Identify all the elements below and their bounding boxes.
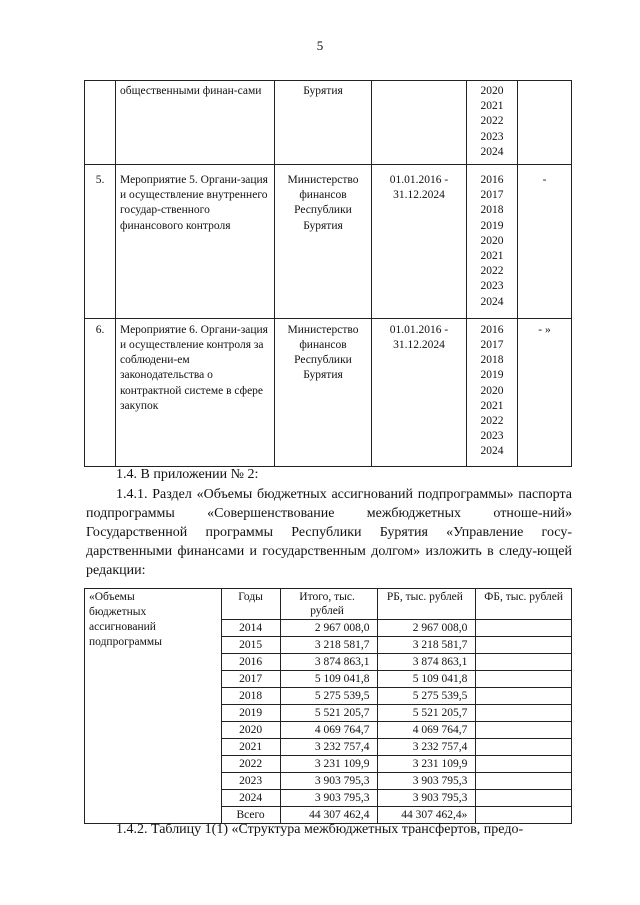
activity-name: Мероприятие 6. Органи-зация и осуществление контроля за соблюдени-ем законодательства о контрактной системе в сфере закупок xyxy=(116,318,275,466)
total-cell: 3 903 795,3 xyxy=(280,790,378,807)
year-cell: Всего xyxy=(221,807,280,824)
activity-number: 6. xyxy=(85,318,116,466)
year-cell: 2016 xyxy=(221,654,280,671)
year-value: 2020 xyxy=(480,384,504,397)
rb-cell: 2 967 008,0 xyxy=(378,620,476,637)
activity-term: 01.01.2016 - 31.12.2024 xyxy=(372,165,467,319)
year-cell: 2018 xyxy=(221,688,280,705)
rb-cell: 5 109 041,8 xyxy=(378,671,476,688)
rb-cell: 4 069 764,7 xyxy=(378,722,476,739)
year-value: 2018 xyxy=(480,354,504,367)
fb-cell xyxy=(476,705,572,722)
activity-row xyxy=(85,165,572,319)
fb-cell xyxy=(476,790,572,807)
total-cell: 3 218 581,7 xyxy=(280,637,378,654)
activity-number: 5. xyxy=(85,165,116,319)
activity-row xyxy=(85,81,572,165)
rb-cell: 3 874 863,1 xyxy=(378,654,476,671)
year-cell: 2020 xyxy=(221,722,280,739)
rb-cell: 3 231 109,9 xyxy=(378,756,476,773)
section-heading: 1.4. В приложении № 2: xyxy=(116,467,259,482)
year-value: 2023 xyxy=(480,430,504,443)
activity-name: общественными финан-сами xyxy=(116,81,275,165)
activity-executor: Министерство финансов Республики Бурятия xyxy=(275,165,372,319)
total-cell: 5 521 205,7 xyxy=(280,705,378,722)
label-line: ассигнований xyxy=(89,621,156,633)
activities-table xyxy=(84,80,572,467)
year-cell: 2015 xyxy=(221,637,280,654)
year-cell: 2021 xyxy=(221,739,280,756)
header-rb: РБ, тыс. рублей xyxy=(378,589,476,620)
year-value: 2024 xyxy=(480,295,504,308)
activity-row xyxy=(85,318,572,466)
year-value: 2019 xyxy=(480,219,504,232)
year-value: 2019 xyxy=(480,369,504,382)
total-cell: 3 903 795,3 xyxy=(280,773,378,790)
rb-cell: 3 903 795,3 xyxy=(378,773,476,790)
header-fb: ФБ, тыс. рублей xyxy=(476,589,572,620)
activity-years xyxy=(467,165,518,319)
year-cell: 2023 xyxy=(221,773,280,790)
year-cell: 2022 xyxy=(221,756,280,773)
activity-executor: Министерство финансов Республики Бурятия xyxy=(275,318,372,466)
header-total: Итого, тыс. рублей xyxy=(280,589,378,620)
allocation-label xyxy=(85,589,222,824)
rb-cell: 44 307 462,4» xyxy=(378,807,476,824)
activity-term: 01.01.2016 - 31.12.2024 xyxy=(372,318,467,466)
label-line: «Объемы xyxy=(89,591,135,603)
total-cell: 4 069 764,7 xyxy=(280,722,378,739)
activity-number xyxy=(85,81,116,165)
total-cell: 3 232 757,4 xyxy=(280,739,378,756)
total-cell: 3 874 863,1 xyxy=(280,654,378,671)
total-cell: 3 231 109,9 xyxy=(280,756,378,773)
activity-name: Мероприятие 5. Органи-зация и осуществление внутреннего государ-ственного финансового контроля xyxy=(116,165,275,319)
fb-cell xyxy=(476,739,572,756)
activity-years xyxy=(467,318,518,466)
fb-cell xyxy=(476,671,572,688)
activity-indicator xyxy=(518,81,572,165)
year-value: 2020 xyxy=(480,234,504,247)
year-cell: 2017 xyxy=(221,671,280,688)
year-cell: 2024 xyxy=(221,790,280,807)
section-paragraph: 1.4.1. Раздел «Объемы бюджетных ассигнований подпрограммы» паспорта подпрограммы «Совершенствование межбюджетных отноше-ний» Государственной программы Республики Бурятия «Управление госу-дарственными финансами и государственным долгом» изложить в следу-ющей редакции: xyxy=(86,487,572,578)
fb-cell xyxy=(476,773,572,790)
total-cell: 44 307 462,4 xyxy=(280,807,378,824)
total-cell: 2 967 008,0 xyxy=(280,620,378,637)
page-number: 5 xyxy=(316,38,324,53)
activity-term xyxy=(372,81,467,165)
rb-cell: 5 521 205,7 xyxy=(378,705,476,722)
year-value: 2021 xyxy=(480,250,504,263)
year-value: 2022 xyxy=(480,415,504,428)
label-line: подпрограммы xyxy=(89,636,162,648)
year-value: 2024 xyxy=(480,445,504,458)
year-value: 2016 xyxy=(480,174,504,187)
year-value: 2022 xyxy=(480,115,504,128)
rb-cell: 3 218 581,7 xyxy=(378,637,476,654)
year-value: 2021 xyxy=(480,100,504,113)
year-value: 2018 xyxy=(480,204,504,217)
rb-cell: 3 232 757,4 xyxy=(378,739,476,756)
fb-cell xyxy=(476,756,572,773)
year-cell: 2014 xyxy=(221,620,280,637)
rb-cell: 5 275 539,5 xyxy=(378,688,476,705)
next-paragraph: 1.4.2. Таблицу 1(1) «Структура межбюджетных трансфертов, предо- xyxy=(116,822,524,837)
activity-indicator: - xyxy=(518,165,572,319)
year-value: 2023 xyxy=(480,280,504,293)
fb-cell xyxy=(476,637,572,654)
rb-cell: 3 903 795,3 xyxy=(378,790,476,807)
year-value: 2016 xyxy=(480,323,504,336)
activity-executor: Бурятия xyxy=(275,81,372,165)
year-value: 2020 xyxy=(480,85,504,97)
year-value: 2024 xyxy=(480,145,504,158)
year-value: 2023 xyxy=(480,130,504,143)
fb-cell xyxy=(476,688,572,705)
header-years: Годы xyxy=(221,589,280,620)
fb-cell xyxy=(476,654,572,671)
activity-years xyxy=(467,81,518,165)
fb-cell xyxy=(476,620,572,637)
budget-allocation-table xyxy=(84,588,572,824)
total-cell: 5 275 539,5 xyxy=(280,688,378,705)
year-cell: 2019 xyxy=(221,705,280,722)
table-header-row xyxy=(85,589,572,620)
year-value: 2017 xyxy=(480,189,504,202)
fb-cell xyxy=(476,722,572,739)
activity-indicator: - » xyxy=(518,318,572,466)
total-cell: 5 109 041,8 xyxy=(280,671,378,688)
label-line: бюджетных xyxy=(89,606,147,618)
year-value: 2017 xyxy=(480,339,504,352)
year-value: 2021 xyxy=(480,399,504,412)
year-value: 2022 xyxy=(480,265,504,278)
